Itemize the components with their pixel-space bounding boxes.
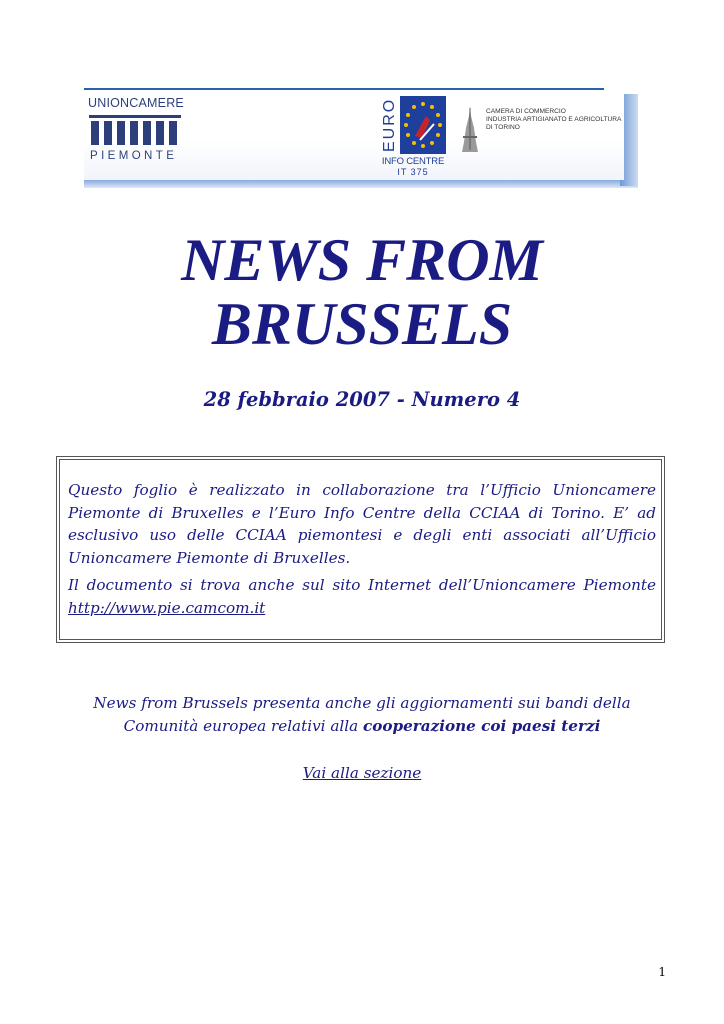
website-link[interactable]: http://www.pie.camcom.it bbox=[68, 598, 266, 617]
section-link-row bbox=[0, 762, 724, 785]
newsletter-title bbox=[0, 228, 724, 356]
chamber-line-2: INDUSTRIA ARTIGIANATO E AGRICOLTURA bbox=[486, 116, 622, 123]
eic-code-label: IT 375 bbox=[397, 167, 429, 177]
go-to-section-link[interactable]: Vai alla sezione bbox=[302, 764, 422, 782]
chamber-line-3: DI TORINO bbox=[486, 124, 520, 131]
info-box-content bbox=[68, 479, 656, 619]
unioncamere-logo bbox=[88, 96, 184, 170]
unioncamere-name: UNIONCAMERE bbox=[88, 96, 184, 110]
info-paragraph-2 bbox=[68, 574, 656, 619]
chamber-of-commerce-logo bbox=[460, 106, 620, 156]
svg-text:EURO: EURO bbox=[381, 97, 398, 152]
info-paragraph-2-text: Il documento si trova anche sul sito Internet dell’Unioncamere Piemonte bbox=[68, 576, 656, 594]
eic-euro-label bbox=[380, 94, 398, 156]
unioncamere-columns-icon bbox=[89, 115, 181, 145]
issue-date: 28 febbraio 2007 - Numero 4 bbox=[203, 388, 521, 411]
header-banner bbox=[84, 88, 640, 194]
promo-text bbox=[70, 692, 654, 737]
page-number: 1 bbox=[658, 965, 666, 979]
chamber-name bbox=[486, 108, 621, 132]
info-paragraph-1: Questo foglio è realizzato in collaborazione tra l’Ufficio Unioncamere Piemonte di Bruxelles e l’Euro Info Centre della CCIAA di Torino. E’ ad esclusivo uso delle CCIAA piemontesi e degli enti associati all’Ufficio Unioncamere Piemonte di Bruxelles. bbox=[68, 481, 656, 567]
title-line-2: BRUSSELS bbox=[211, 291, 513, 357]
banner-top-rule bbox=[84, 88, 604, 90]
eic-info-centre-label: INFO CENTRE bbox=[381, 156, 445, 167]
title-line-1: NEWS FROM bbox=[181, 227, 543, 293]
unioncamere-region: PIEMONTE bbox=[90, 150, 178, 162]
eu-flag-icon bbox=[400, 96, 446, 154]
promo-body: News from Brussels presenta anche gli aggiornamenti sui bandi della Comunità europea relativi alla bbox=[93, 694, 631, 735]
eic-euro-vertical-text bbox=[380, 94, 398, 156]
mole-antonelliana-icon bbox=[460, 106, 480, 152]
chamber-line-1: CAMERA DI COMMERCIO bbox=[486, 108, 566, 115]
euro-info-centre-logo bbox=[380, 94, 450, 178]
info-box bbox=[59, 459, 662, 640]
promo-highlight: cooperazione coi paesi terzi bbox=[362, 716, 601, 735]
